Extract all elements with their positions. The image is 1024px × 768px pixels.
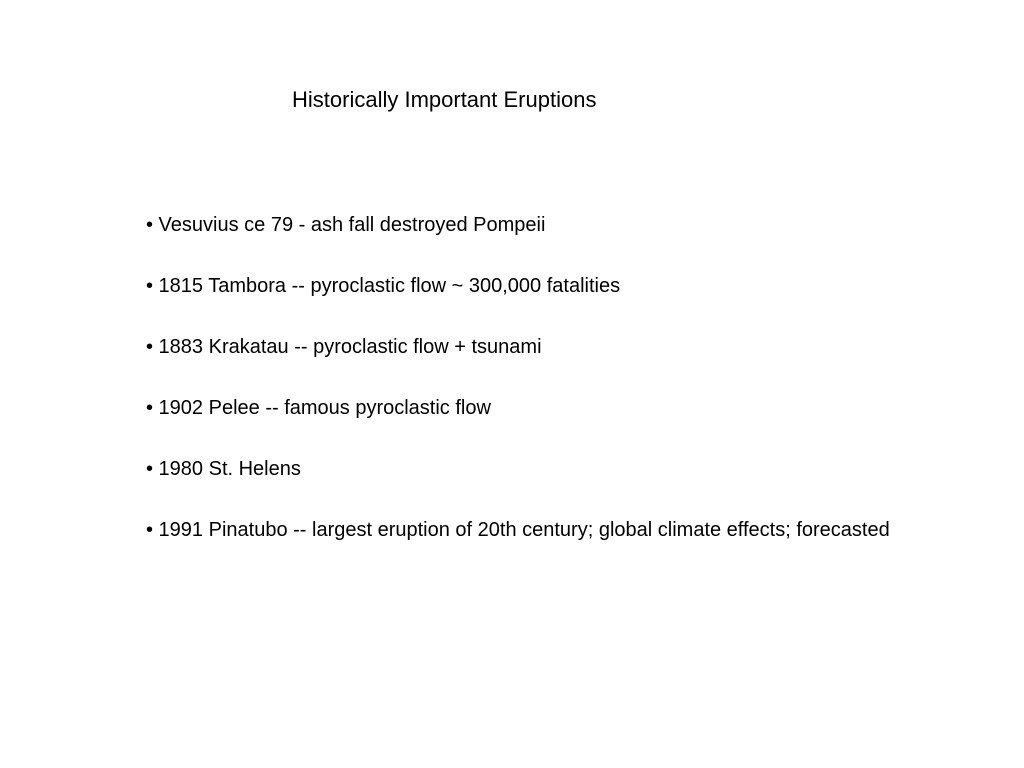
bullet-list xyxy=(146,210,946,545)
bullet-pinatubo: • 1991 Pinatubo -- largest eruption of 20th century; global climate effects; forecasted xyxy=(146,519,890,541)
slide-title: Historically Important Eruptions xyxy=(292,87,597,112)
bullet-tambora: • 1815 Tambora -- pyroclastic flow ~ 300,000 fatalities xyxy=(146,275,621,297)
bullet-vesuvius: • Vesuvius ce 79 - ash fall destroyed Pompeii xyxy=(146,214,546,236)
bullet-krakatau: • 1883 Krakatau -- pyroclastic flow + tsunami xyxy=(146,336,542,358)
bullet-st-helens: • 1980 St. Helens xyxy=(146,458,301,480)
bullet-pelee: • 1902 Pelee -- famous pyroclastic flow xyxy=(146,397,491,419)
